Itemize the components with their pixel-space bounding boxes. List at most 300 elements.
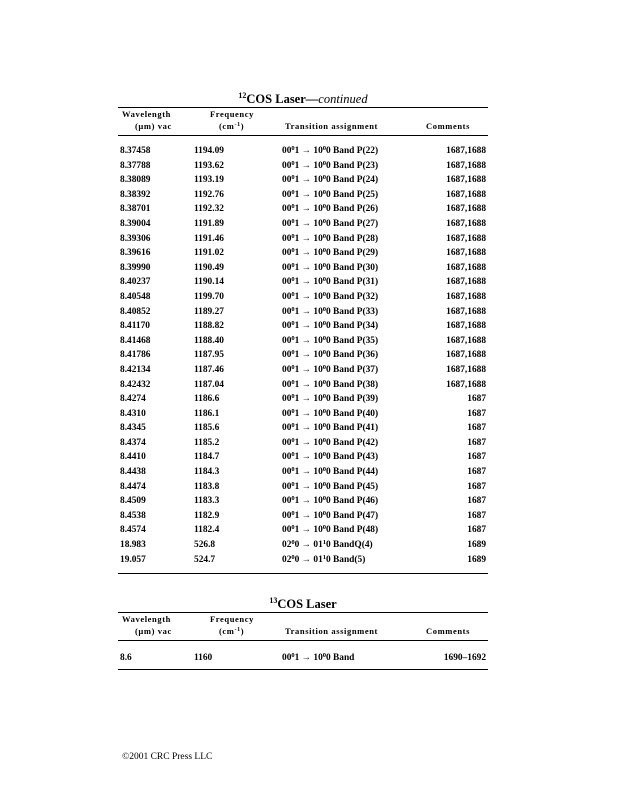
cell-frequency: 1184.7	[194, 452, 220, 463]
cell-wavelength: 8.37458	[120, 146, 151, 156]
t-upper-sup: 0	[322, 466, 326, 474]
t-tail: 0 Band	[326, 423, 357, 434]
table-row	[118, 480, 488, 495]
t-lower-sup: 0	[291, 652, 295, 659]
t-mid: 1 → 10	[294, 248, 323, 259]
t-mid: 1 → 10	[294, 146, 323, 156]
cell-transition	[282, 144, 378, 159]
freq-unit: (cm	[219, 121, 235, 131]
cell-wavelength: 8.4538	[120, 510, 146, 521]
cell-comments: 1687	[467, 408, 486, 419]
t-upper-sup: 0	[322, 378, 326, 386]
cell-frequency: 1188.82	[194, 321, 224, 332]
header-frequency-2	[219, 121, 244, 131]
t-tail: 0 Band	[326, 452, 357, 463]
table-13cos	[118, 596, 488, 670]
table-row	[118, 290, 488, 305]
cell-transition	[282, 494, 378, 509]
t-branch: P(28)	[356, 233, 379, 244]
t-lower-sup: 0	[291, 217, 295, 225]
t-lower: 00	[282, 248, 292, 259]
header-wavelength-2: (µm) vac	[135, 121, 172, 131]
cell-transition	[282, 407, 378, 422]
cell-comments: 1687,1688	[446, 218, 486, 229]
cell-transition	[282, 465, 378, 480]
t-lower-sup: 0	[291, 232, 295, 240]
t-lower: 00	[282, 379, 292, 390]
freq-unit-sup: -1	[234, 627, 241, 633]
cell-transition	[282, 261, 378, 276]
cell-comments: 1687,1688	[446, 248, 486, 259]
t-mid: 1 → 10	[294, 262, 323, 273]
t-lower: 00	[282, 364, 292, 375]
t-branch: P(46)	[356, 496, 379, 507]
t-lower-sup: 0	[291, 290, 295, 298]
t-mid: 1 → 10	[294, 350, 323, 361]
table-row	[118, 523, 488, 538]
cell-wavelength: 8.41468	[120, 335, 151, 346]
cell-transition	[282, 348, 378, 363]
column-header-row	[118, 613, 488, 640]
isotope-superscript: 13	[269, 596, 278, 605]
t-lower-sup: 0	[291, 320, 295, 328]
cell-transition	[282, 305, 378, 320]
t-lower: 00	[282, 306, 292, 317]
t-tail: 0 Band	[326, 291, 357, 302]
cell-wavelength: 8.40548	[120, 291, 151, 302]
cell-frequency: 1192.32	[194, 204, 224, 215]
title-continued: continued	[318, 92, 368, 106]
cell-comments: 1687,1688	[446, 364, 486, 375]
t-lower: 00	[282, 496, 292, 507]
cell-comments: 1687,1688	[446, 350, 486, 361]
t-upper-sup: 0	[322, 451, 326, 459]
cell-comments: 1687,1688	[446, 160, 486, 171]
t-lower: 00	[282, 437, 292, 448]
t-mid: 1 → 10	[294, 496, 323, 507]
t-lower-sup: 0	[291, 334, 295, 342]
header-frequency-1: Frequency	[210, 109, 254, 119]
t-branch: P(22)	[356, 146, 379, 156]
cell-frequency: 1190.14	[194, 277, 224, 288]
t-branch: P(24)	[356, 175, 379, 186]
t-upper-sup: 0	[322, 407, 326, 415]
t-upper-sup: 0	[322, 247, 326, 255]
header-wavelength-1: Wavelength	[122, 109, 171, 119]
bottom-rule	[118, 669, 488, 670]
table-row	[118, 261, 488, 276]
cell-comments: 1687	[467, 423, 486, 434]
t-upper-sup: 0	[322, 159, 326, 167]
cell-comments: 1687	[467, 481, 486, 492]
t-mid: 1 → 10	[294, 218, 323, 229]
cell-wavelength: 8.39990	[120, 262, 151, 273]
t-branch: P(42)	[356, 437, 379, 448]
t-branch: P(36)	[356, 350, 379, 361]
t-lower: 02	[282, 554, 292, 565]
t-branch: P(39)	[356, 394, 379, 405]
t-tail: 0 Band	[326, 379, 357, 390]
t-tail: 0 Band	[326, 525, 357, 536]
t-upper-sup: 0	[322, 495, 326, 503]
t-tail: 0 Band	[326, 321, 357, 332]
bottom-rule	[118, 573, 488, 574]
t-lower-sup: 0	[291, 188, 295, 196]
t-branch: P(48)	[356, 525, 379, 536]
cell-frequency: 526.8	[194, 540, 216, 551]
cell-comments: 1690–1692	[443, 653, 486, 663]
cell-transition	[282, 246, 378, 261]
t-branch: P(25)	[356, 189, 379, 200]
cell-wavelength: 8.41786	[120, 350, 151, 361]
column-header-row	[118, 108, 488, 135]
cell-transition	[282, 363, 378, 378]
t-upper-sup: 0	[322, 334, 326, 342]
table-row	[118, 509, 488, 524]
table-row	[118, 494, 488, 509]
table-title	[118, 91, 488, 107]
header-frequency-2	[219, 626, 244, 636]
table-row	[118, 334, 488, 349]
cell-transition	[282, 392, 378, 407]
cell-wavelength: 8.39004	[120, 218, 151, 229]
t-lower-sup: 0	[291, 349, 295, 357]
t-tail: 0 Band	[326, 204, 357, 215]
t-lower: 00	[282, 335, 292, 346]
t-tail: 0 Band	[326, 248, 357, 259]
cell-comments: 1687	[467, 437, 486, 448]
t-mid: 0 → 01	[294, 554, 323, 565]
t-mid: 1 → 10	[294, 160, 323, 171]
t-mid: 1 → 10	[294, 189, 323, 200]
t-mid: 1 → 10	[294, 437, 323, 448]
cell-frequency: 1184.3	[194, 467, 220, 478]
t-mid: 1 → 10	[294, 481, 323, 492]
cell-comments: 1687	[467, 525, 486, 536]
t-lower-sup: 0	[291, 305, 295, 313]
t-lower: 00	[282, 394, 292, 405]
t-lower-sup: 0	[291, 553, 295, 561]
cell-frequency: 1193.62	[194, 160, 224, 171]
t-upper-sup: 1	[322, 539, 326, 547]
table-row	[118, 159, 488, 174]
cell-frequency: 1190.49	[194, 262, 224, 273]
table-row	[118, 275, 488, 290]
cell-frequency: 1187.95	[194, 350, 224, 361]
t-upper-sup: 0	[322, 524, 326, 532]
table-body	[118, 641, 488, 666]
cell-comments: 1687,1688	[446, 189, 486, 200]
table-row	[118, 363, 488, 378]
cell-wavelength: 8.6	[120, 653, 132, 663]
t-mid: 1 → 10	[294, 204, 323, 215]
t-lower-sup: 0	[291, 436, 295, 444]
t-lower-sup: 0	[291, 451, 295, 459]
t-lower: 00	[282, 204, 292, 215]
t-tail: 0 Band	[326, 146, 357, 156]
cell-wavelength: 8.42134	[120, 364, 151, 375]
table-row	[118, 465, 488, 480]
cell-frequency: 1186.1	[194, 408, 220, 419]
t-lower-sup: 0	[291, 422, 295, 430]
cell-wavelength: 8.39616	[120, 248, 151, 259]
header-frequency-1: Frequency	[210, 614, 254, 624]
cell-frequency: 1160	[194, 653, 213, 663]
t-branch: P(43)	[356, 452, 379, 463]
cell-comments: 1687,1688	[446, 146, 486, 156]
t-mid: 1 → 10	[294, 394, 323, 405]
t-mid: 1 → 10	[294, 321, 323, 332]
table-body	[118, 136, 488, 538]
cell-wavelength: 8.37788	[120, 160, 151, 171]
t-tail: 0 Band	[326, 496, 357, 507]
cell-comments: 1687,1688	[446, 204, 486, 215]
t-branch: P(35)	[356, 335, 379, 346]
t-branch: P(30)	[356, 262, 379, 273]
cell-comments: 1687	[467, 467, 486, 478]
t-tail: 0 Band	[326, 189, 357, 200]
cell-wavelength: 19.057	[120, 554, 146, 565]
t-mid: 1 → 10	[294, 306, 323, 317]
t-tail: 0 Band	[326, 467, 357, 478]
t-branch: P(37)	[356, 364, 379, 375]
t-upper-sup: 0	[322, 145, 326, 152]
t-lower-sup: 0	[291, 203, 295, 211]
t-upper-sup: 0	[322, 174, 326, 182]
t-branch: P(34)	[356, 321, 379, 332]
cell-frequency: 1187.46	[194, 364, 224, 375]
t-branch: P(41)	[356, 423, 379, 434]
table-row	[118, 217, 488, 232]
t-tail: 0 Band	[326, 481, 357, 492]
table-row	[118, 232, 488, 247]
cell-transition	[282, 436, 378, 451]
t-mid: 1 → 10	[294, 335, 323, 346]
t-tail: 0 BandQ(4)	[326, 540, 373, 551]
t-lower: 00	[282, 423, 292, 434]
t-lower-sup: 0	[291, 480, 295, 488]
table-row	[118, 202, 488, 217]
t-lower: 00	[282, 321, 292, 332]
cell-comments: 1687	[467, 496, 486, 507]
t-mid: 1 → 10	[294, 452, 323, 463]
t-lower: 00	[282, 218, 292, 229]
t-tail: 0 Band	[326, 408, 357, 419]
cell-transition	[282, 202, 378, 217]
cell-comments: 1687,1688	[446, 277, 486, 288]
t-tail: 0 Band	[326, 653, 355, 663]
table-row	[118, 246, 488, 261]
table-row	[118, 538, 488, 553]
table-row	[118, 144, 488, 159]
freq-unit-close: )	[240, 626, 245, 636]
cell-transition	[282, 651, 354, 666]
cell-transition	[282, 480, 378, 495]
cell-wavelength: 8.38392	[120, 189, 151, 200]
table-row	[118, 392, 488, 407]
t-upper-sup: 0	[322, 232, 326, 240]
t-lower-sup: 0	[291, 174, 295, 182]
cell-frequency: 1191.46	[194, 233, 224, 244]
cell-frequency: 1183.8	[194, 481, 220, 492]
t-mid: 1 → 10	[294, 175, 323, 186]
t-upper-sup: 0	[322, 261, 326, 269]
t-upper-sup: 0	[322, 652, 326, 659]
cell-comments: 1687,1688	[446, 335, 486, 346]
cell-frequency: 1199.70	[194, 291, 224, 302]
cell-comments: 1689	[467, 540, 486, 551]
cell-frequency: 1182.9	[194, 510, 220, 521]
cell-wavelength: 8.4374	[120, 437, 146, 448]
cell-wavelength: 8.41170	[120, 321, 150, 332]
cell-wavelength: 8.42432	[120, 379, 151, 390]
header-comments: Comments	[426, 626, 470, 636]
t-upper-sup: 0	[322, 393, 326, 401]
t-branch: P(29)	[356, 248, 379, 259]
t-tail: 0 Band	[326, 350, 357, 361]
t-branch: P(27)	[356, 218, 379, 229]
cell-transition	[282, 538, 373, 553]
t-upper-sup: 0	[322, 188, 326, 196]
cell-frequency: 1194.09	[194, 146, 224, 156]
cell-comments: 1687	[467, 452, 486, 463]
title-main: COS Laser	[277, 597, 337, 611]
cell-frequency: 1189.27	[194, 306, 224, 317]
t-upper-sup: 0	[322, 436, 326, 444]
t-lower: 00	[282, 291, 292, 302]
freq-unit: (cm	[219, 626, 235, 636]
cell-wavelength: 8.38089	[120, 175, 151, 186]
t-lower-sup: 0	[291, 524, 295, 532]
t-lower-sup: 0	[291, 363, 295, 371]
t-lower-sup: 0	[291, 159, 295, 167]
t-lower-sup: 0	[291, 393, 295, 401]
cell-comments: 1687,1688	[446, 321, 486, 332]
t-tail: 0 Band	[326, 394, 357, 405]
t-lower: 02	[282, 540, 292, 551]
cell-transition	[282, 275, 378, 290]
cell-transition	[282, 319, 378, 334]
cell-wavelength: 8.40237	[120, 277, 151, 288]
cell-wavelength: 18.983	[120, 540, 146, 551]
cell-wavelength: 8.4509	[120, 496, 146, 507]
t-mid: 1 → 10	[294, 653, 323, 663]
t-upper-sup: 0	[322, 422, 326, 430]
t-lower: 00	[282, 146, 292, 156]
cell-transition	[282, 378, 378, 393]
copyright-footer: ©2001 CRC Press LLC	[122, 752, 213, 762]
isotope-superscript: 12	[238, 91, 247, 100]
t-lower: 00	[282, 481, 292, 492]
t-lower: 00	[282, 467, 292, 478]
table-row	[118, 348, 488, 363]
table-row	[118, 378, 488, 393]
cell-transition	[282, 173, 378, 188]
t-branch: P(23)	[356, 160, 379, 171]
cell-frequency: 1185.2	[194, 437, 220, 448]
cell-wavelength: 8.4474	[120, 481, 146, 492]
cell-frequency: 1185.6	[194, 423, 220, 434]
t-upper-sup: 0	[322, 363, 326, 371]
t-mid: 1 → 10	[294, 423, 323, 434]
t-upper-sup: 0	[322, 349, 326, 357]
cell-comments: 1689	[467, 554, 486, 565]
table-row	[118, 407, 488, 422]
cell-comments: 1687,1688	[446, 175, 486, 186]
t-branch: P(32)	[356, 291, 379, 302]
t-upper-sup: 0	[322, 290, 326, 298]
t-lower: 00	[282, 233, 292, 244]
table-row	[118, 305, 488, 320]
t-lower: 00	[282, 350, 292, 361]
t-branch: P(47)	[356, 510, 379, 521]
t-lower: 00	[282, 525, 292, 536]
t-branch: P(40)	[356, 408, 379, 419]
t-upper-sup: 0	[322, 320, 326, 328]
t-tail: 0 Band	[326, 233, 357, 244]
t-tail: 0 Band	[326, 218, 357, 229]
t-lower-sup: 0	[291, 247, 295, 255]
freq-unit-sup: -1	[234, 122, 241, 128]
t-lower: 00	[282, 160, 292, 171]
cell-frequency: 1193.19	[194, 175, 224, 186]
t-mid: 1 → 10	[294, 277, 323, 288]
cell-wavelength: 8.39306	[120, 233, 151, 244]
t-upper-sup: 0	[322, 305, 326, 313]
t-lower-sup: 0	[291, 261, 295, 269]
cell-comments: 1687	[467, 394, 486, 405]
table-row	[118, 188, 488, 203]
cell-wavelength: 8.4345	[120, 423, 146, 434]
t-tail: 0 Band	[326, 510, 357, 521]
cell-comments: 1687,1688	[446, 379, 486, 390]
header-transition: Transition assignment	[285, 121, 378, 131]
header-comments: Comments	[426, 121, 470, 131]
t-lower: 00	[282, 653, 292, 663]
cell-wavelength: 8.38701	[120, 204, 151, 215]
header-wavelength-2: (µm) vac	[135, 626, 172, 636]
header-transition: Transition assignment	[285, 626, 378, 636]
table-row	[118, 651, 488, 666]
cell-wavelength: 8.4574	[120, 525, 146, 536]
t-lower-sup: 0	[291, 495, 295, 503]
t-lower-sup: 0	[291, 539, 295, 547]
t-tail: 0 Band	[326, 364, 357, 375]
t-branch: P(44)	[356, 467, 379, 478]
t-branch: P(26)	[356, 204, 379, 215]
t-tail: 0 Band	[326, 175, 357, 186]
t-upper-sup: 0	[322, 203, 326, 211]
cell-frequency: 1192.76	[194, 189, 224, 200]
cell-wavelength: 8.4310	[120, 408, 146, 419]
cell-transition	[282, 421, 378, 436]
t-mid: 1 → 10	[294, 233, 323, 244]
cell-wavelength: 8.4438	[120, 467, 146, 478]
cell-frequency: 1188.40	[194, 335, 224, 346]
t-branch: P(38)	[356, 379, 379, 390]
cell-frequency: 1191.89	[194, 218, 224, 229]
table-body-extra	[118, 538, 488, 567]
cell-frequency: 1191.02	[194, 248, 224, 259]
cell-frequency: 1186.6	[194, 394, 220, 405]
cell-comments: 1687,1688	[446, 306, 486, 317]
header-wavelength-1: Wavelength	[122, 614, 171, 624]
cell-frequency: 1182.4	[194, 525, 220, 536]
t-upper-sup: 0	[322, 276, 326, 284]
table-row	[118, 553, 488, 568]
t-lower: 00	[282, 510, 292, 521]
cell-transition	[282, 450, 378, 465]
